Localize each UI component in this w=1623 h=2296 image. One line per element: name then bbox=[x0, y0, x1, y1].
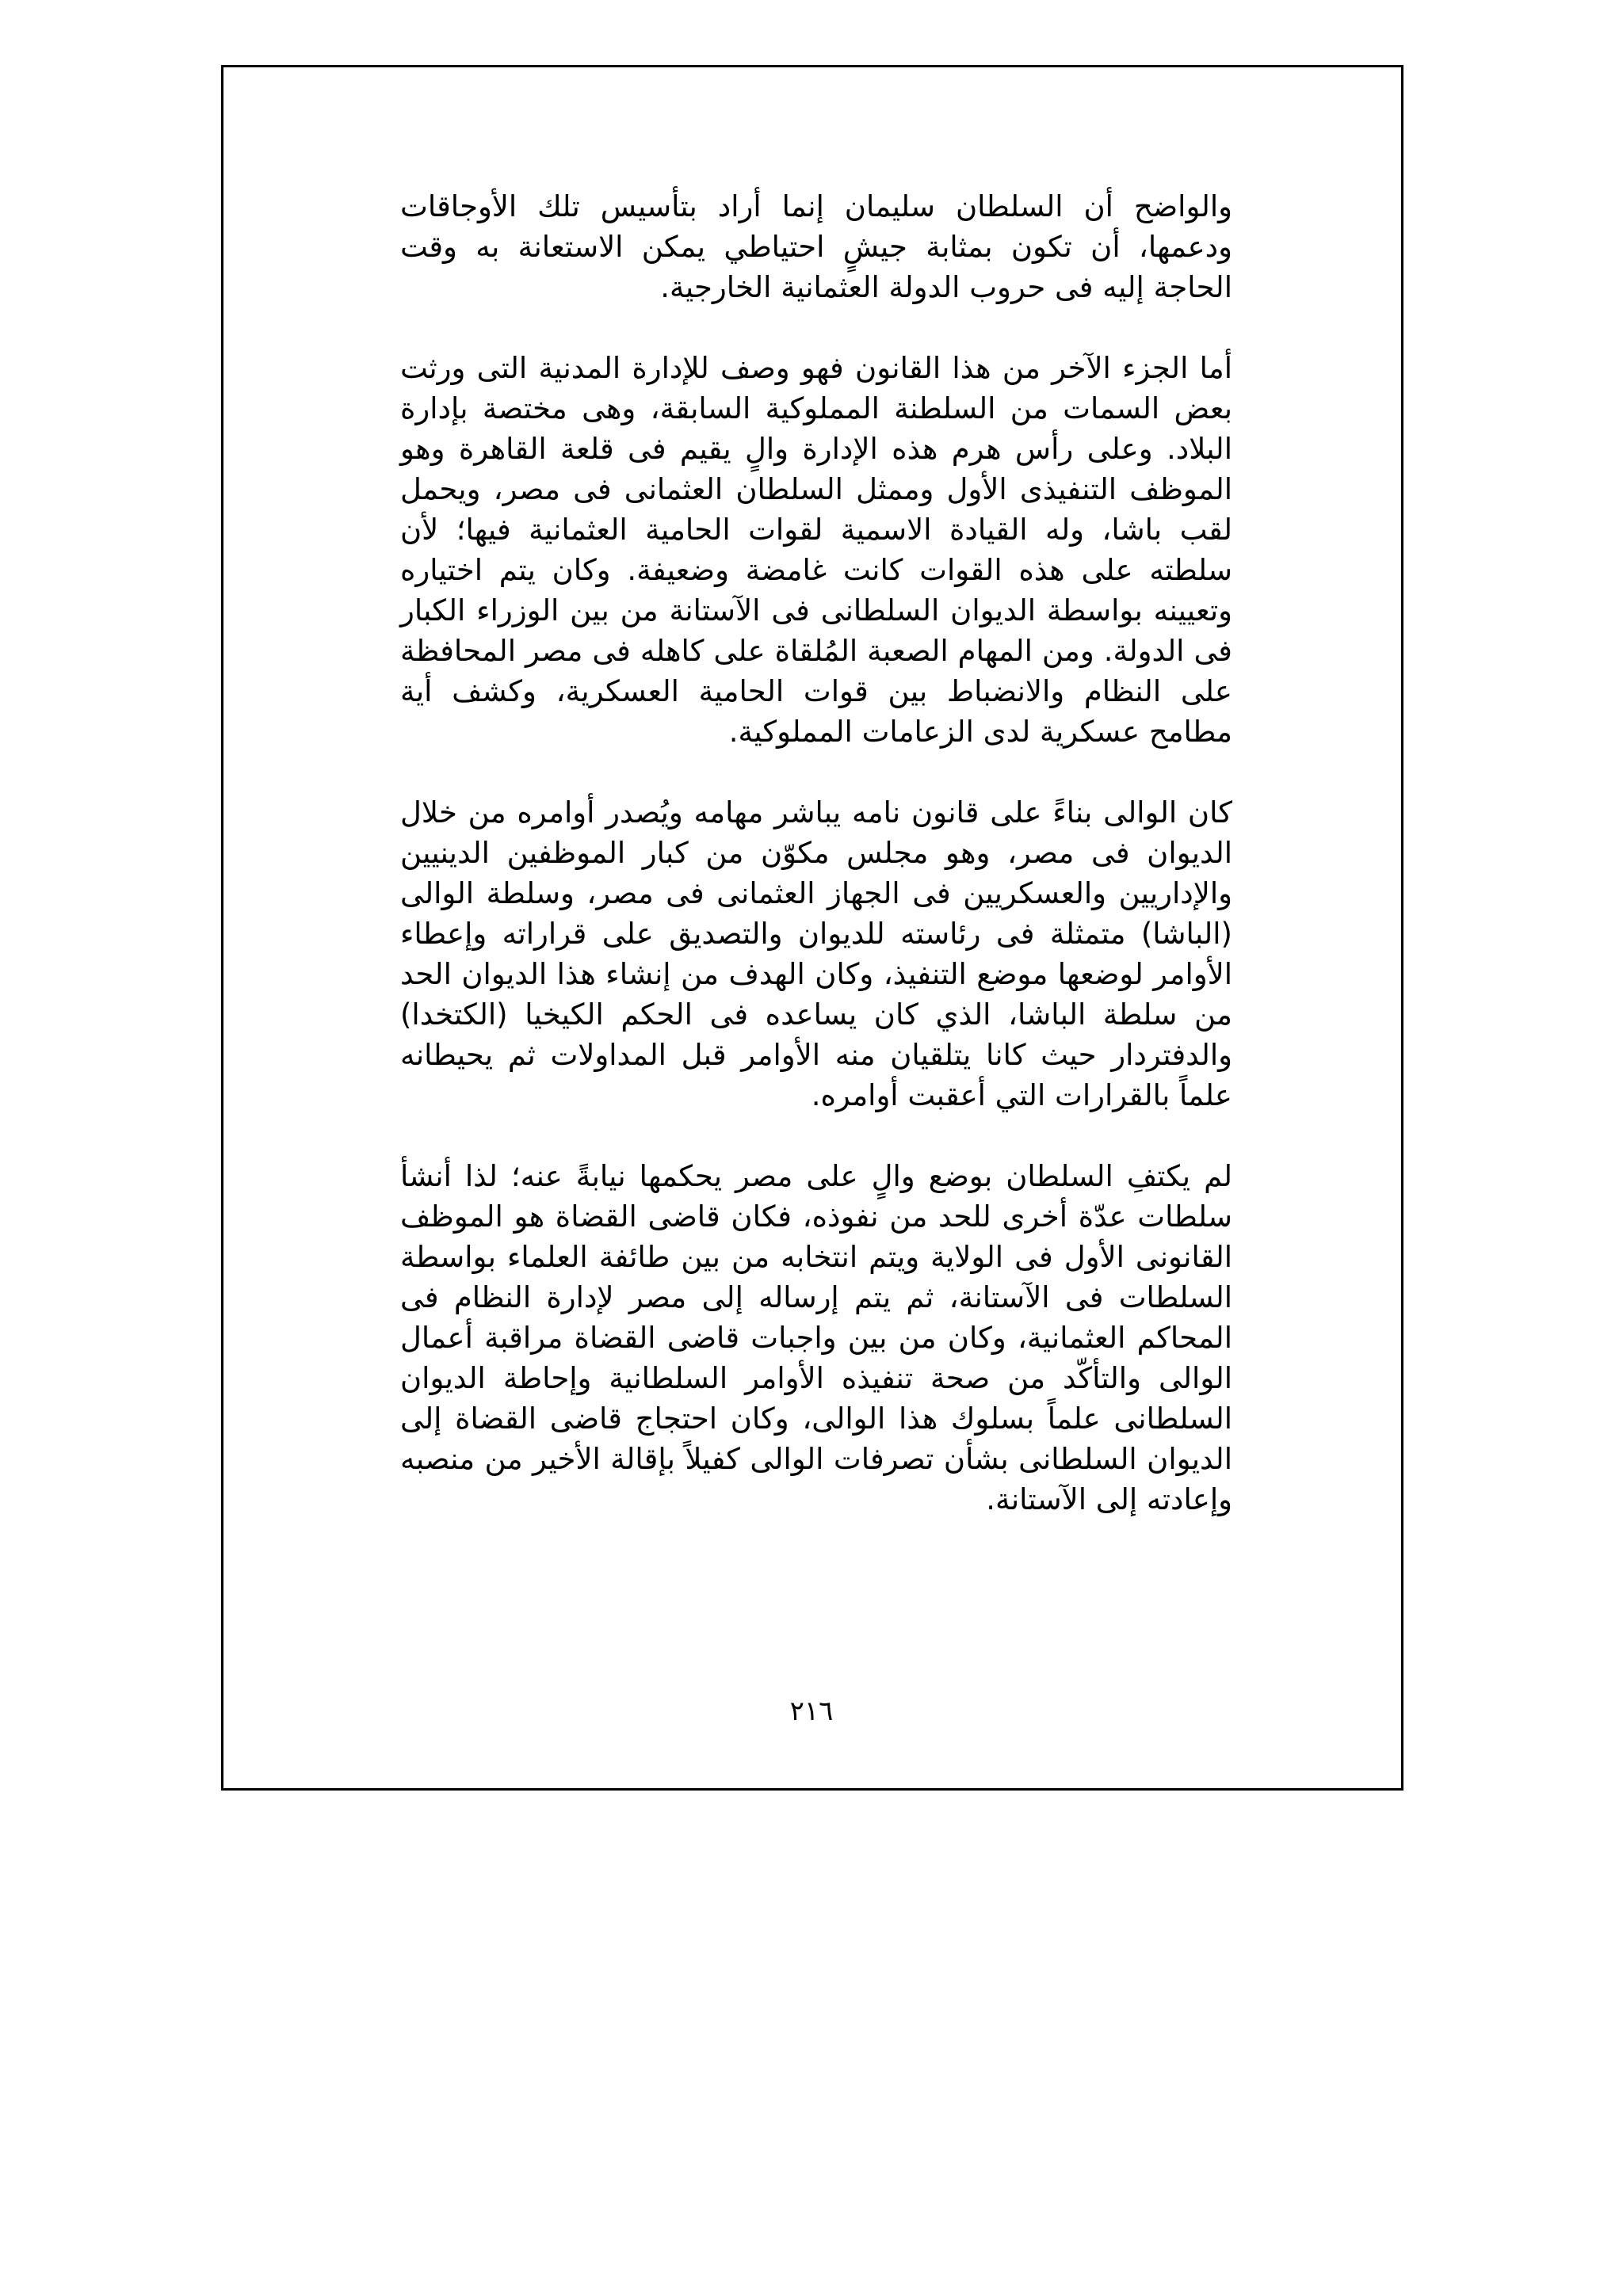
paragraph-1: والواضح أن السلطان سليمان إنما أراد بتأسيس تلك الأوجاقات ودعمها، أن تكون بمثابة جيشٍ احتياطي يمكن الاستعانة به وقت الحاجة إليه فى حروب الدولة العثمانية الخارجية. bbox=[400, 189, 1232, 304]
paragraph-2: أما الجزء الآخر من هذا القانون فهو وصف للإدارة المدنية التى ورثت بعض السمات من السلطنة المملوكية السابقة، وهى مختصة بإدارة البلاد. وعلى رأس هرم هذه الإدارة والٍ يقيم فى قلعة القاهرة وهو الموظف التنفيذى الأول وممثل السلطان العثمانى فى مصر، ويحمل لقب باشا، وله القيادة الاسمية لقوات الحامية العثمانية فيها؛ لأن سلطته على هذه القوات كانت غامضة وضعيفة. وكان يتم اختياره وتعيينه بواسطة الديوان السلطانى فى الآستانة من بين الوزراء الكبار فى الدولة. ومن المهام الصعبة المُلقاة على كاهله فى مصر المحافظة على النظام والانضباط بين قوات الحامية العسكرية، وكشف أية مطامح عسكرية لدى الزعامات المملوكية. bbox=[400, 351, 1232, 749]
page-number: ٢١٦ bbox=[789, 1695, 834, 1727]
paragraph-4: لم يكتفِ السلطان بوضع والٍ على مصر يحكمها نيابةً عنه؛ لذا أنشأ سلطات عدّة أخرى للحد من نفوذه، فكان قاضى القضاة هو الموظف القانونى الأول فى الولاية ويتم انتخابه من بين طائفة العلماء بواسطة السلطات فى الآستانة، ثم يتم إرساله إلى مصر لإدارة النظام فى المحاكم العثمانية، وكان من بين واجبات قاضى القضاة مراقبة أعمال الوالى والتأكّد من صحة تنفيذه الأوامر السلطانية وإحاطة الديوان السلطانى علماً بسلوك هذا الوالى، وكان احتجاج قاضى القضاة إلى الديوان السلطانى بشأن تصرفات الوالى كفيلاً بإقالة الأخير من منصبه وإعادته إلى الآستانة. bbox=[400, 1159, 1232, 1516]
body-text bbox=[400, 186, 1232, 1560]
paragraph-3: كان الوالى بناءً على قانون نامه يباشر مهامه ويُصدر أوامره من خلال الديوان فى مصر، وهو مجلس مكوّن من كبار الموظفين الدينيين والإداريين والعسكريين فى الجهاز العثمانى فى مصر، وسلطة الوالى (الباشا) متمثلة فى رئاسته للديوان والتصديق على قراراته وإعطاء الأوامر لوضعها موضع التنفيذ، وكان الهدف من إنشاء هذا الديوان الحد من سلطة الباشا، الذي كان يساعده فى الحكم الكيخيا (الكتخدا) والدفتردار حيث كانا يتلقيان منه الأوامر قبل المداولات ثم يحيطانه علماً بالقرارات التي أعقبت أوامره. bbox=[400, 795, 1232, 1112]
